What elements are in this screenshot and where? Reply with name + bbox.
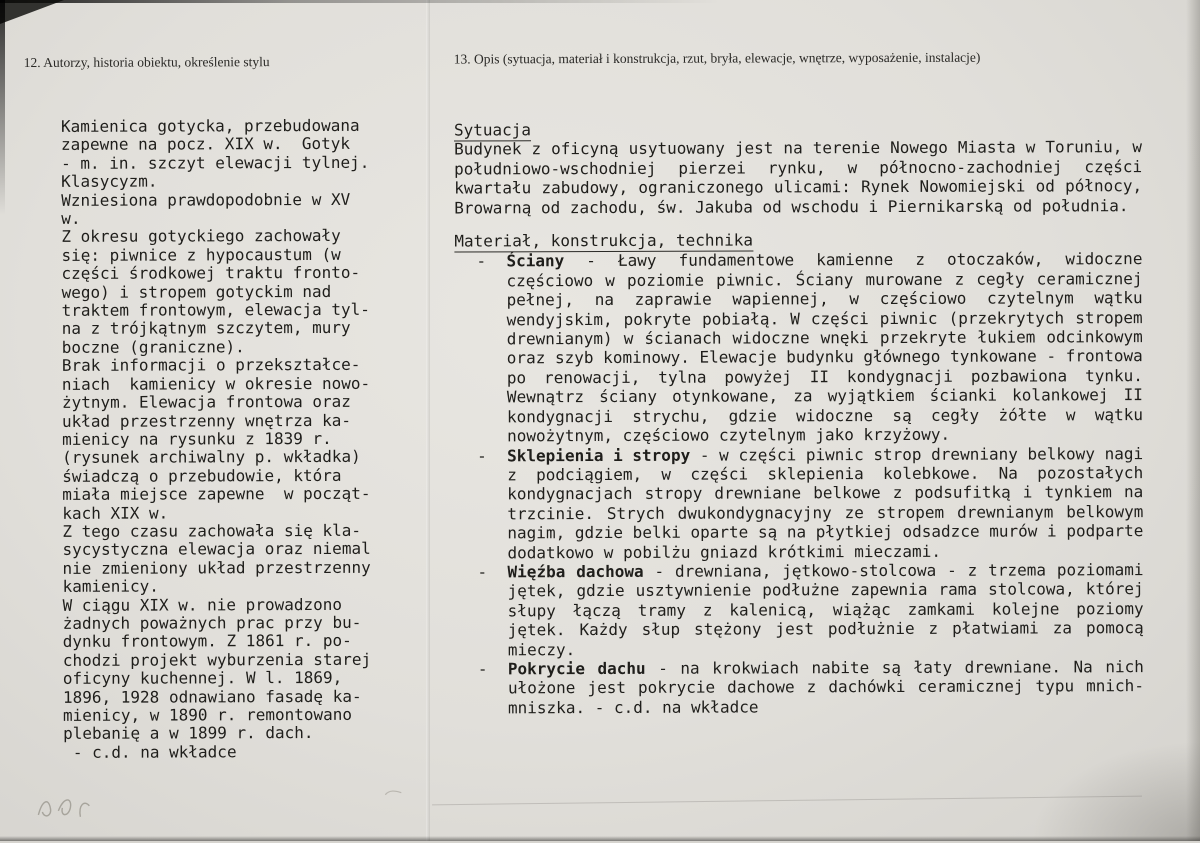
item-text <box>507 560 1143 659</box>
list-item-sklepienia <box>455 444 1143 563</box>
dash-bullet: - <box>477 562 507 659</box>
item-label: Pokrycie dachu <box>508 659 646 678</box>
situation-paragraph: Budynek z oficyną usytuowany jest na terenie Nowego Miasta w Toruniu, w południowo-wschodniej pierzei rynku, w północno-zachodniej części kwartału zabudowy, ograniczonego ulicami: Rynek Nowomiejski od północy, Browarną od zachodu, św. Jakuba od wschodu i Piernikarską od południa. <box>454 138 1142 218</box>
material-heading-text: Materiał, konstrukcja, technika <box>454 230 753 252</box>
field-12-caption: 12. Autorzy, historia obiektu, określenie stylu <box>24 53 424 71</box>
scan-edge-right <box>1186 0 1200 841</box>
situation-heading <box>454 118 1142 140</box>
item-text <box>508 657 1144 717</box>
item-body: - drewniana, jętkowo-stolcowa - z trzema poziomami jętek, gdzie usztywnienie podłużne zapewnia rama stolcowa, której słupy łączą tramy z kalenicą, wiążąc zamkami kolejne poziomy jętek. Każdy słup stężony jest podłużnie z płatwiami za pomocą mieczy. <box>508 560 1144 659</box>
item-text <box>506 250 1143 446</box>
item-text <box>507 444 1143 563</box>
item-label: Ściany <box>506 252 564 271</box>
history-text-block: Kamienica gotycka, przebudowana zapewne na pocz. XIX w. Gotyk - m. in. szczyt elewacji tylnej. Klasycyzm. Wzniesiona prawdopodobnie w XV w. Z okresu gotyckiego zachowały się: piwnice z hypocaustum (w części środkowej traktu fronto- wego) i stropem gotyckim nad traktem frontowym, elewacja tyl- na z trójkątnym szczytem, mury boczne (graniczne). Brak informacji o przekształce- niach kamienicy w okresie nowo- żytnym. Elewacja frontowa oraz układ przestrzenny wnętrza ka- mienicy na rysunku z 1839 r. (rysunek archiwalny p. wkładka) świadczą o przebudowie, która miała miejsce zapewne w począt- kach XIX w. Z tego czasu zachowała się kla- sycystyczna elewacja oraz niemal nie zmieniony układ przestrzenny kamienicy. W ciągu XIX w. nie prowadzono żadnych poważnych prac przy bu- dynku frontowym. Z 1861 r. po- chodzi projekt wyburzenia starej oficyny kuchennej. W l. 1869, 1896, 1928 odnawiano fasadę ka- mienicy, w 1890 r. remontowano plebanię a w 1899 r. dach. - c.d. na wkładce <box>61 117 397 762</box>
item-body: - Ławy fundamentowe kamienne z otoczaków, widoczne częściowo w poziomie piwnic. Ściany murowane z cegły ceramicznej pełnej, na zaprawie wapiennej, w częściowo czytelnym wątku wendyjskim, pokryte pobiałą. W części piwnic (przekrytych stropem drewnianym) w ścianach widoczne wnęki przekryte łukiem odcinkowym oraz szyb kominowy. Elewacje budynku głównego tynkowane - frontowa po renowacji, tylna powyżej II kondygnacji pozbawiona tynku. Wewnątrz ściany otynkowane, za wyjątkiem ścianki kolankowej II kondygnacji strychu, gdzie widoczne są cegły żółte w wątku nowożytnym, częściowo czytelnym jako krzyżowy. <box>506 250 1143 446</box>
list-item-sciany <box>454 250 1143 446</box>
scan-edge-left <box>0 0 5 215</box>
scan-edge-bottom <box>0 836 1200 841</box>
scan-edge-top <box>0 0 720 3</box>
field-13-caption: 13. Opis (sytuacja, materiał i konstrukcja, rzut, bryła, elewacje, wnętrze, wyposażenie, instalacje) <box>454 48 1154 67</box>
description-column <box>454 118 1144 718</box>
pencil-scribble <box>33 790 95 826</box>
item-label: Sklepienia i stropy <box>507 445 690 465</box>
center-fold-line <box>426 0 430 841</box>
list-item-pokrycie <box>456 657 1144 718</box>
dash-bullet: - <box>477 446 507 563</box>
item-body: - na krokwiach nabite są łaty drewniane. Na nich ułożone jest pokrycie dachowe z dachówki ceramicznej typu mnich-mniszka. - c.d. na wkładce <box>508 657 1144 717</box>
dash-bullet: - <box>476 252 507 446</box>
item-label: Więźba dachowa <box>507 562 643 581</box>
situation-heading-text: Sytuacja <box>454 120 531 141</box>
item-body: - w części piwnic strop drewniany belkowy nagi z podciągiem, w części sklepienia kolebkowe. Na pozostałych kondygnacjach stropy drewniane belkowe z podsufitką i tynkiem na trzcinie. Strych dwukondygnacyjny ze stropem drewnianym belkowym nagim, gdzie belki oparte są na płytkiej odsadzce murów i podparte dodatkowo w pobilżu gniazd krótkimi mieczami. <box>507 444 1143 562</box>
list-item-wiezba <box>455 560 1143 659</box>
material-heading <box>454 229 1142 251</box>
scan-corner-bottom-right <box>1030 741 1200 841</box>
scan-corner-top-left <box>0 0 64 24</box>
pencil-speck <box>383 787 403 799</box>
dash-bullet: - <box>478 659 508 717</box>
